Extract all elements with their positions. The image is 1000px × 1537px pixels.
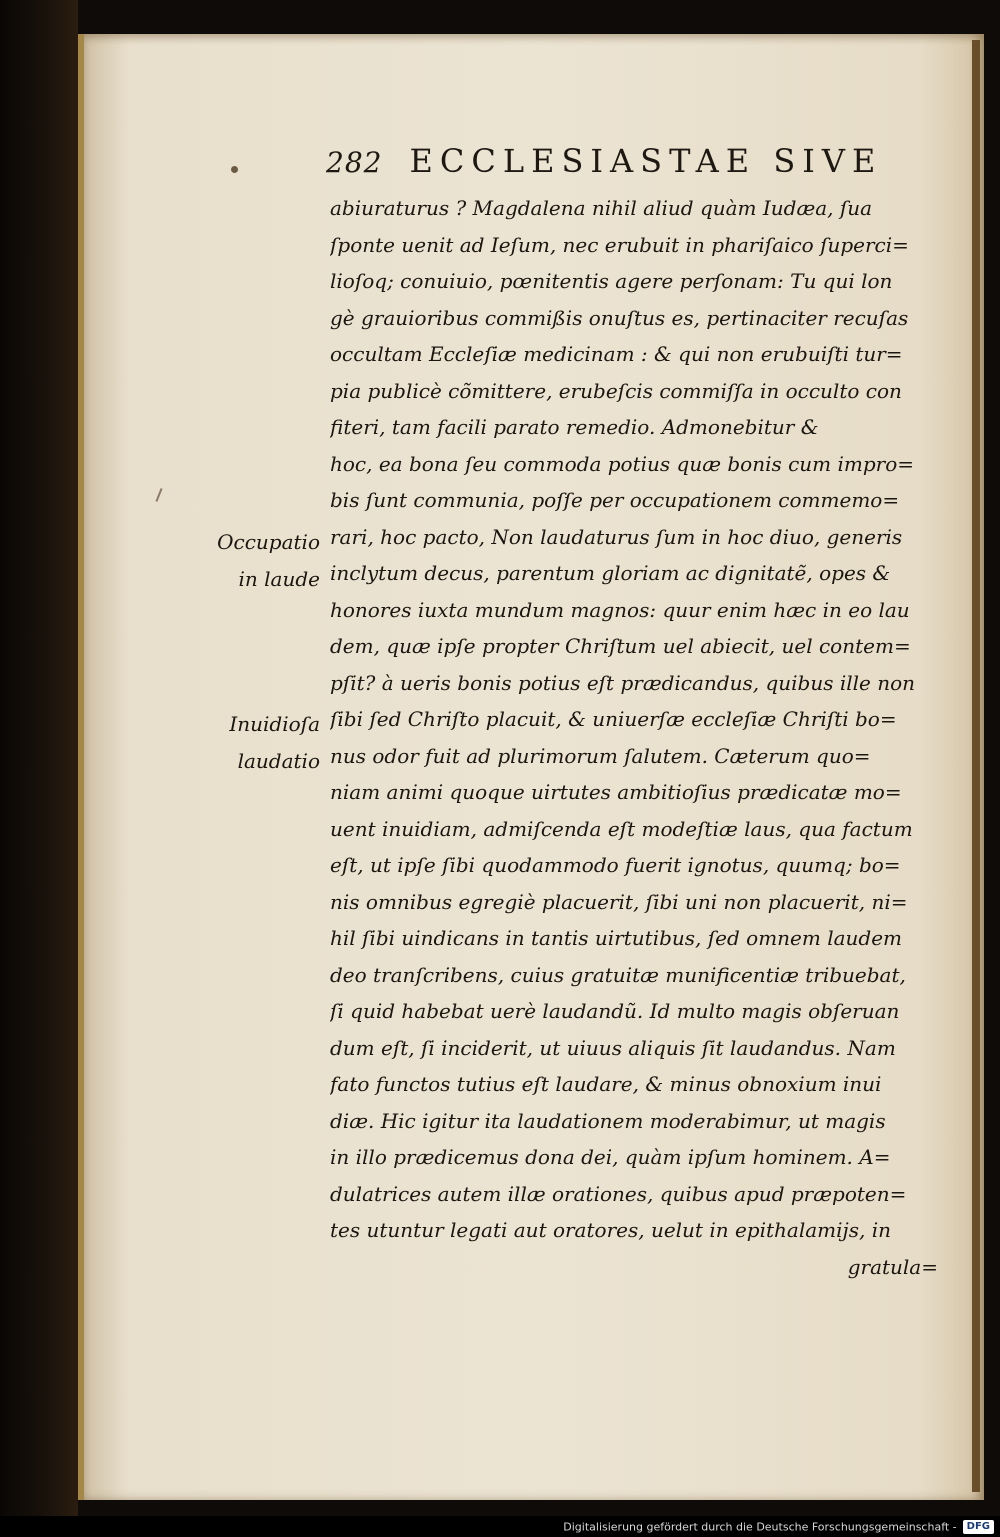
marginal-note-occupatio [170,524,320,597]
text-line: honores iuxta mundum magnos: quur enim hæc in eo lau [330,597,910,622]
text-line: abiuraturus ? Magdalena nihil aliud quàm Iudæa, ſua [330,196,873,220]
text-line: eſt, ut ipſe ſibi quodammodo fuerit ignotus, quumq; bo= [330,853,901,877]
text-line: hil ſibi uindicans in tantis uirtutibus, ſed omnem laudem [330,926,903,950]
marginal-note-inuidiosa [170,706,320,779]
text-line: uent inuidiam, admiſcenda eſt modeſtiæ laus, qua factum [330,816,913,841]
book-spine [0,0,78,1537]
text-line: niam animi quoque uirtutes ambitioſius prædicatæ mo= [330,780,902,804]
text-line: fiteri, tam facili parato remedio. Admonebitur & [330,415,819,439]
ink-dot [231,166,238,173]
marginal-note-line: Inuidioſa [229,712,320,736]
text-line: dulatrices autem illæ orationes, quibus apud præpoten= [330,1181,907,1206]
text-line: hoc, ea bona ſeu commoda potius quæ bonis cum impro= [330,451,915,476]
text-line: bis ſunt communia, poſſe per occupationem commemo= [330,488,900,512]
text-line: ſi quid habebat uerè laudandũ. Id multo magis obſeruan [330,999,900,1023]
text-line: tes utuntur legati aut oratores, uelut in epithalamijs, in [330,1218,891,1242]
catchword: gratula= [847,1254,938,1279]
marginal-note-line: Occupatio [217,530,320,554]
text-line: nus odor fuit ad plurimorum ſalutem. Cæterum quo= [330,743,871,768]
text-line: nis omnibus egregiè placuerit, ſibi uni non placuerit, ni= [330,889,908,914]
text-line: ſponte uenit ad Ieſum, nec erubuit in phariſaico ſuperci= [330,232,909,257]
text-line: pſit? à ueris bonis potius eſt prædicandus, quibus ille non [330,670,916,695]
funding-notice: Digitalisierung gefördert durch die Deutsche Forschungsgemeinschaft - [563,1520,957,1534]
text-line: rari, hoc pacto, Non laudaturus ſum in hoc diuo, generis [330,524,903,549]
body-text [330,190,942,1285]
text-line: gè grauioribus commißis onuſtus es, pertinaciter recuſas [330,305,909,330]
text-line: occultam Eccleſiæ medicinam : & qui non erubuiſti tur= [330,342,903,366]
digitization-footer [0,1516,1000,1537]
dfg-logo-icon: DFG [963,1520,994,1534]
text-line: diæ. Hic igitur ita laudationem moderabimur, ut magis [330,1108,886,1133]
marginal-note-line: laudatio [237,748,320,773]
page-header [326,142,966,190]
text-line: pia publicè cõmittere, erubeſcis commiſſa in occulto con [330,378,902,403]
page-number: 282 [326,146,383,179]
marginal-note-line: in laude [238,566,320,591]
running-head: ECCLESIASTAE SIVE [409,142,883,180]
text-line: lioſoq; conuiuio, pœnitentis agere perſonam: Tu qui lon [330,269,893,293]
text-line: deo tranſcribens, cuius gratuitæ munificentiæ tribuebat, [330,962,906,987]
text-line: inclytum decus, parentum gloriam ac dignitatẽ, opes & [330,561,891,585]
text-line: ſibi ſed Chriſto placuit, & uniuerſæ eccleſiæ Chriſti bo= [330,707,897,731]
text-line: dum eſt, ſi inciderit, ut uiuus aliquis ſit laudandus. Nam [330,1035,896,1060]
text-line: in illo prædicemus dona dei, quàm ipſum hominem. A= [330,1145,891,1169]
text-line: dem, quæ ipſe propter Chriſtum uel abiecit, uel contem= [330,634,911,658]
page-fore-edge [972,40,980,1492]
text-line: fato functos tutius eſt laudare, & minus obnoxium inui [330,1072,882,1096]
